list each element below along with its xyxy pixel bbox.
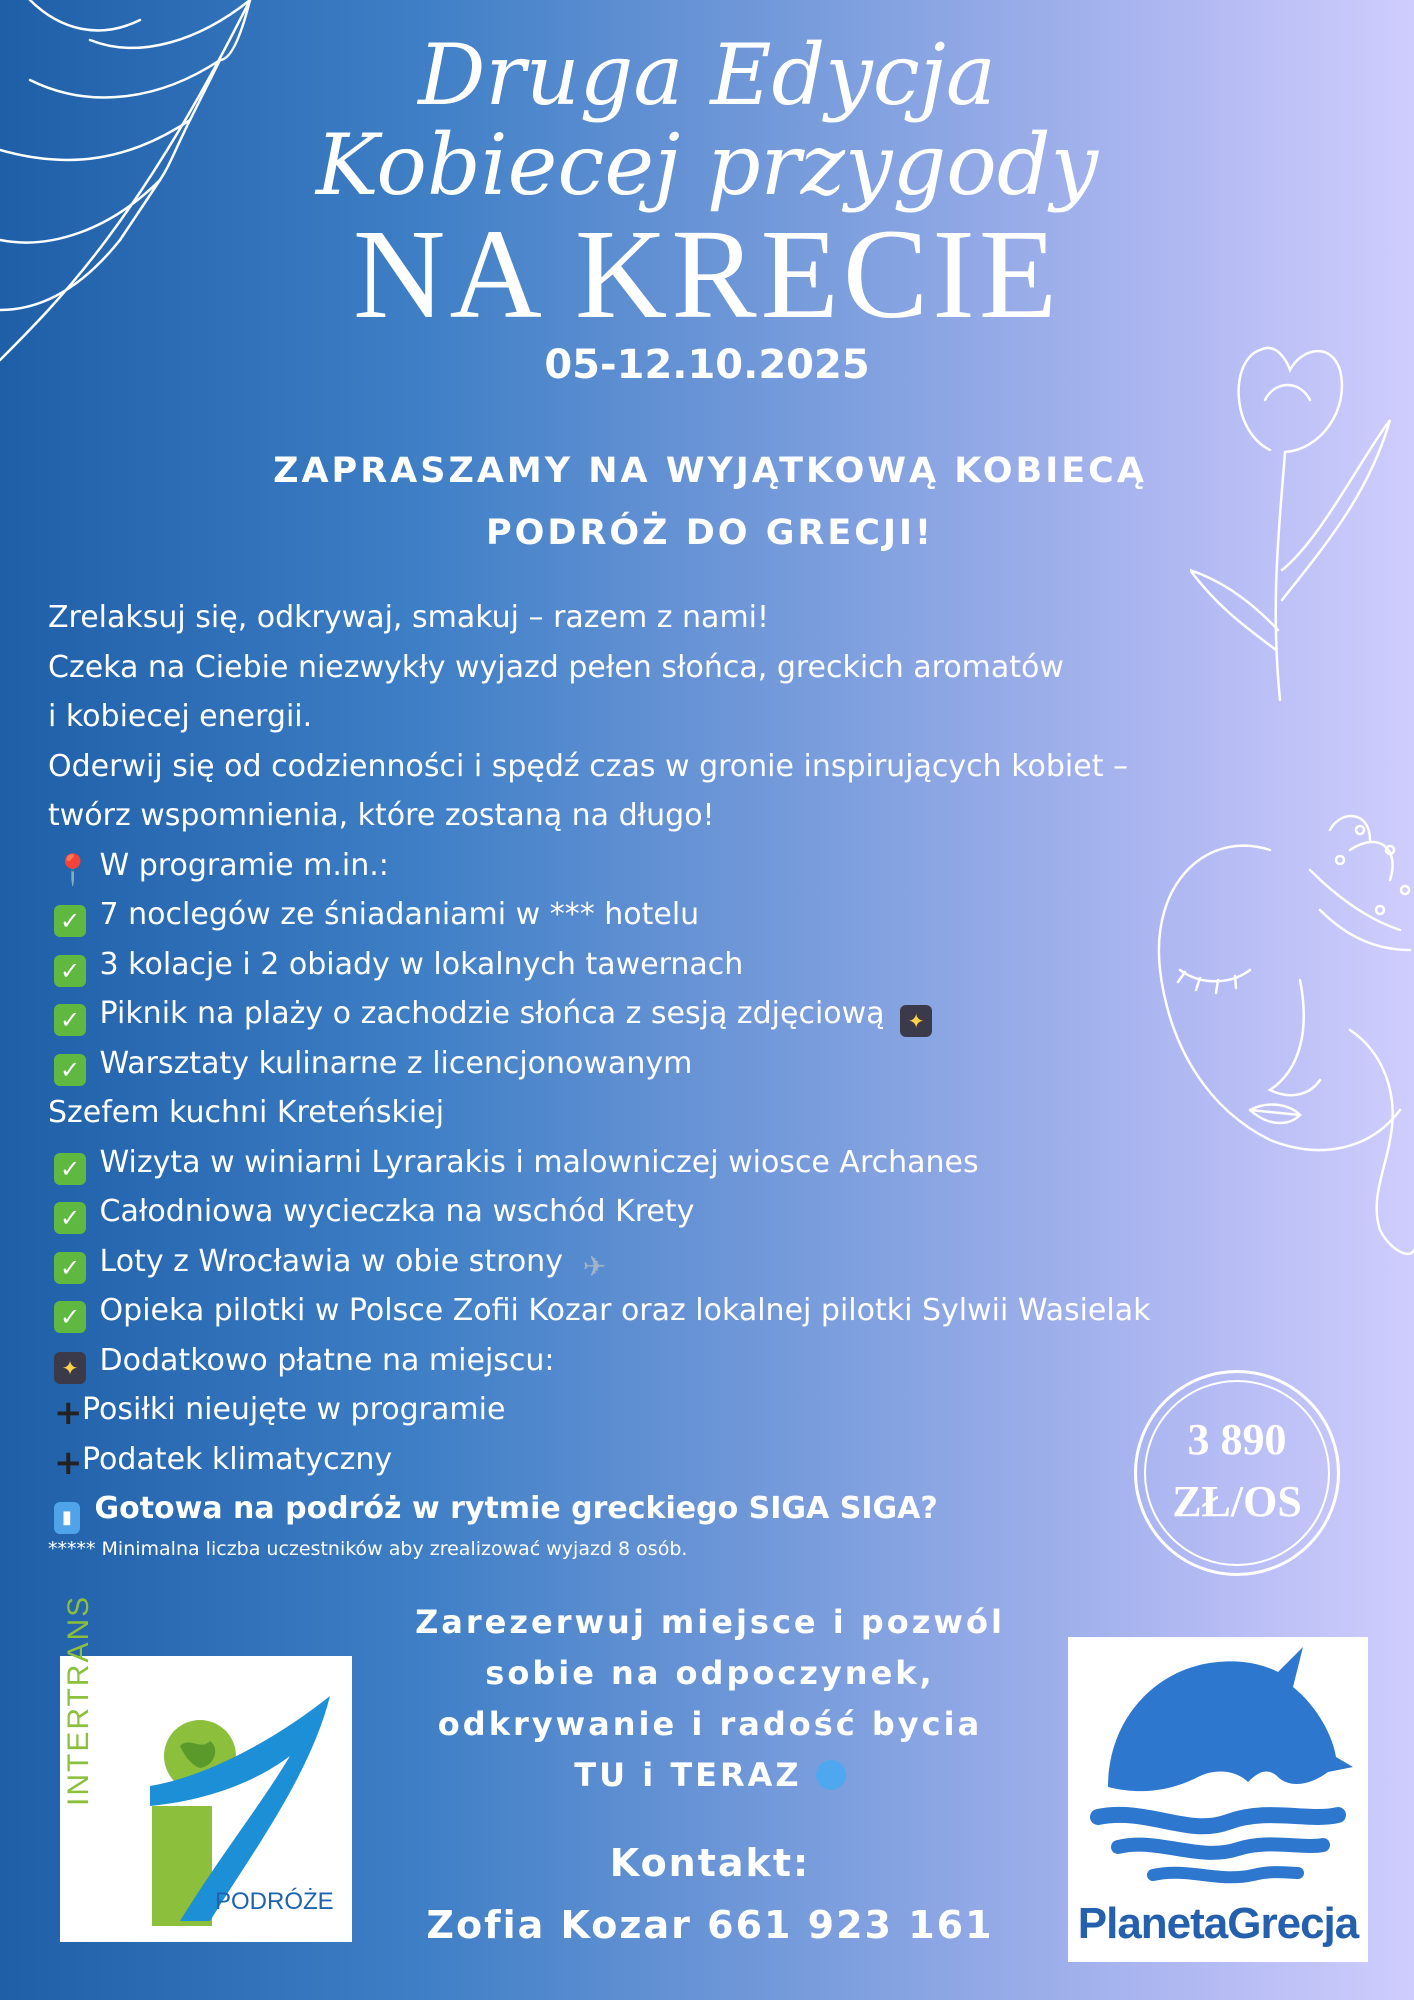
program-item-text: Wizyta w winiarni Lyrarakis i malowniczej wiosce Archanes	[99, 1144, 979, 1180]
reservation-message	[380, 1597, 1040, 1801]
program-item-text: Piknik na plaży o zachodzie słońca z sesją zdjęciową	[99, 996, 885, 1031]
title-script-line-2: Kobiecej przygody	[315, 116, 1099, 214]
program-item-continuation: Szefem kuchni Kreteńskiej	[48, 1095, 445, 1130]
price-text	[1137, 1409, 1337, 1533]
extras-heading	[48, 1336, 1308, 1386]
footnote: ***** Minimalna liczba uczestników aby zrealizować wyjazd 8 osób.	[48, 1538, 688, 1560]
planeta-grecja-logo-text: PlanetaGrecja	[1077, 1899, 1359, 1948]
planeta-grecja-logo	[1068, 1637, 1368, 1962]
main-title: NA KRECIE	[353, 203, 1061, 345]
invitation-heading	[150, 440, 1270, 564]
airplane-icon: ✈	[582, 1249, 607, 1283]
extras-item-text: Podatek klimatyczny	[82, 1441, 393, 1477]
program-item-text: Loty z Wrocławia w obie strony	[99, 1243, 563, 1279]
contact-label: Kontakt:	[609, 1841, 811, 1885]
program-item-text: Całodniowa wycieczka na wschód Krety	[99, 1194, 695, 1229]
extras-item-text: Posiłki nieujęte w programie	[82, 1392, 506, 1427]
reserve-line-2: sobie na odpoczynek,	[485, 1654, 935, 1692]
intertrans-logo	[60, 1594, 352, 1942]
dolphin-icon	[1068, 1637, 1368, 1897]
intro-line-1: Zrelaksuj się, odkrywaj, smakuj – razem z nami!	[48, 600, 770, 635]
plus-icon: +	[54, 1442, 83, 1483]
check-mark-icon: ✓	[54, 1301, 86, 1333]
trip-date: 05-12.10.2025	[544, 342, 870, 388]
reserve-line-3: odkrywanie i radość bycia	[437, 1705, 983, 1743]
program-heading	[48, 841, 1308, 891]
program-item	[48, 940, 1308, 990]
program-item	[48, 890, 1308, 940]
camera-flash-icon: ✦	[54, 1352, 86, 1384]
extras-item	[48, 1435, 1308, 1485]
closing-question	[48, 1484, 1308, 1534]
program-item	[48, 1138, 1308, 1188]
blue-heart-icon	[816, 1760, 846, 1790]
reserve-line-4: TU i TERAZ	[574, 1756, 802, 1794]
check-mark-icon: ✓	[54, 1202, 86, 1234]
reserve-line-4-wrap	[380, 1750, 1040, 1801]
price-badge	[1134, 1370, 1340, 1576]
intertrans-logo-text: INTERTRANS	[62, 1594, 95, 1806]
closing-question-text: Gotowa na podróż w rytmie greckiego SIGA SIGA?	[94, 1491, 938, 1526]
trip-description	[48, 593, 1308, 1564]
intro-line-3: i kobiecej energii.	[48, 699, 313, 734]
price-amount: 3 890	[1187, 1415, 1287, 1464]
camera-flash-icon: ✦	[900, 1005, 932, 1037]
check-mark-icon: ✓	[54, 1153, 86, 1185]
map-pin-icon: 📍	[54, 852, 92, 888]
intro-line-2: Czeka na Ciebie niezwykły wyjazd pełen słońca, greckich aromatów	[48, 649, 1064, 685]
program-item-text: Warsztaty kulinarne z licencjonowanym	[99, 1045, 693, 1081]
check-mark-icon: ✓	[54, 955, 86, 987]
plus-icon: +	[54, 1393, 83, 1433]
invitation-line-2: PODRÓŻ DO GRECJI!	[486, 513, 934, 553]
check-mark-icon: ✓	[54, 905, 86, 937]
check-mark-icon: ✓	[54, 1004, 86, 1036]
invitation-line-1: ZAPRASZAMY NA WYJĄTKOWĄ KOBIECĄ	[273, 451, 1147, 491]
program-item-text: 3 kolacje i 2 obiady w lokalnych tawernach	[99, 946, 744, 982]
intro-line-5: twórz wspomnienia, które zostaną na długo!	[48, 798, 715, 833]
extras-item	[48, 1385, 1308, 1435]
check-mark-icon: ✓	[54, 1054, 86, 1086]
program-item	[48, 1039, 1308, 1089]
title-script-line-1: Druga Edycja	[418, 26, 996, 124]
reserve-line-1: Zarezerwuj miejsce i pozwól	[415, 1603, 1005, 1641]
price-unit: ZŁ/OS	[1172, 1477, 1302, 1526]
program-item	[48, 989, 1308, 1039]
program-item-text: 7 noclegów ze śniadaniami w *** hotelu	[99, 897, 700, 932]
extras-heading-text: Dodatkowo płatne na miejscu:	[99, 1342, 555, 1378]
program-item	[48, 1286, 1308, 1336]
intertrans-logo-subtext: PODRÓŻE	[215, 1888, 334, 1915]
intro-line-4: Oderwij się od codzienności i spędź czas w gronie inspirujących kobiet –	[48, 748, 1128, 784]
contact-block	[380, 1832, 1040, 1956]
luggage-icon: ▮	[54, 1502, 80, 1534]
program-item	[48, 1187, 1308, 1237]
contact-value: Zofia Kozar 661 923 161	[426, 1903, 994, 1947]
program-item-text: Opieka pilotki w Polsce Zofii Kozar oraz lokalnej pilotki Sylwii Wasielak	[99, 1293, 1151, 1328]
program-item	[48, 1237, 1308, 1287]
program-heading-text: W programie m.in.:	[99, 847, 389, 883]
check-mark-icon: ✓	[54, 1252, 86, 1284]
